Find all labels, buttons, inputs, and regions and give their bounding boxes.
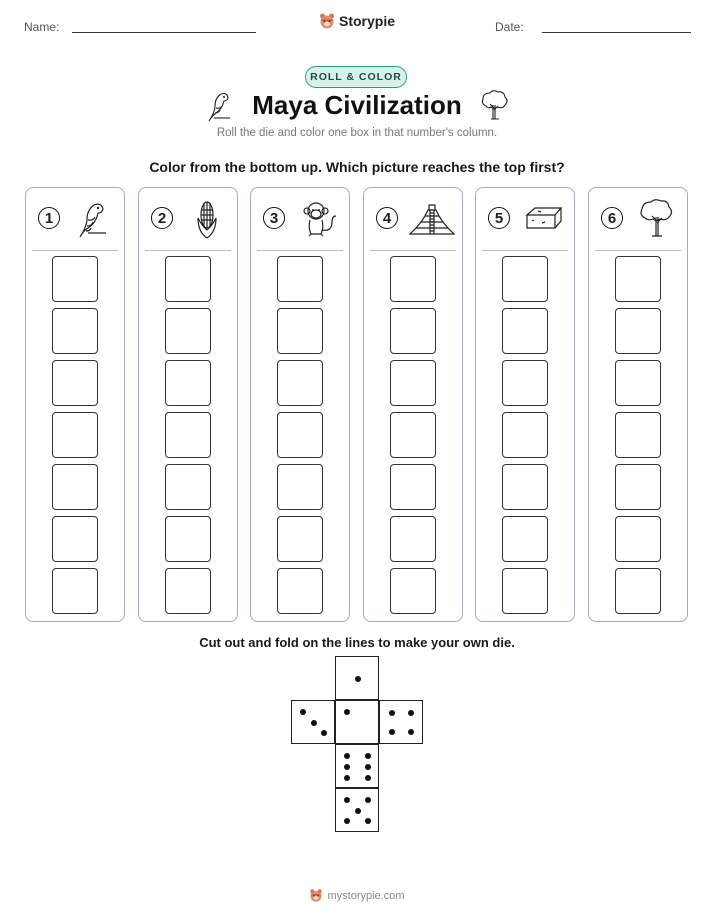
- color-box[interactable]: [615, 568, 661, 614]
- color-box[interactable]: [502, 412, 548, 458]
- color-box[interactable]: [277, 412, 323, 458]
- color-box[interactable]: [390, 360, 436, 406]
- color-box[interactable]: [52, 464, 98, 510]
- die-face-1: [335, 700, 379, 744]
- die-pip: [408, 729, 414, 735]
- die-pip: [408, 710, 414, 716]
- color-box[interactable]: [277, 516, 323, 562]
- die-pip: [365, 775, 371, 781]
- die-face-3: [291, 700, 335, 744]
- column-3: [250, 187, 350, 622]
- color-box[interactable]: [277, 360, 323, 406]
- color-box[interactable]: [390, 308, 436, 354]
- color-box[interactable]: [165, 568, 211, 614]
- color-box[interactable]: [615, 464, 661, 510]
- column-divider: [145, 250, 231, 251]
- color-box[interactable]: [165, 256, 211, 302]
- color-box[interactable]: [502, 256, 548, 302]
- brand-logo: [0, 12, 714, 33]
- die-pip: [389, 710, 395, 716]
- column-divider: [482, 250, 568, 251]
- pyramid-icon: [408, 198, 456, 240]
- color-box[interactable]: [52, 360, 98, 406]
- column-5: [475, 187, 575, 622]
- subtitle: Roll the die and color one box in that number's column.: [216, 127, 498, 139]
- column-number: 6: [601, 207, 623, 229]
- die-pip: [344, 764, 350, 770]
- die-pip: [365, 818, 371, 824]
- color-box[interactable]: [165, 412, 211, 458]
- color-box[interactable]: [165, 308, 211, 354]
- die-face-4: [379, 700, 423, 744]
- color-box[interactable]: [52, 568, 98, 614]
- color-box[interactable]: [502, 464, 548, 510]
- monkey-icon: [299, 198, 339, 240]
- column-number: 3: [263, 207, 285, 229]
- color-box[interactable]: [165, 464, 211, 510]
- color-box[interactable]: [615, 308, 661, 354]
- die-pip: [365, 753, 371, 759]
- die-pip: [365, 797, 371, 803]
- die-pip: [311, 720, 317, 726]
- tree-icon: [478, 88, 510, 124]
- die-pip: [321, 730, 327, 736]
- footer-url[interactable]: mystorypie.com: [327, 889, 405, 902]
- color-box[interactable]: [615, 360, 661, 406]
- column-divider: [595, 250, 681, 251]
- color-box[interactable]: [277, 256, 323, 302]
- name-label: Name:: [24, 20, 60, 34]
- color-box[interactable]: [277, 568, 323, 614]
- color-box[interactable]: [390, 464, 436, 510]
- instruction: Color from the bottom up. Which picture reaches the top first?: [149, 159, 565, 175]
- date-label: Date:: [495, 20, 524, 34]
- column-divider: [370, 250, 456, 251]
- die-pip: [344, 775, 350, 781]
- color-box[interactable]: [502, 516, 548, 562]
- die-face-6: [335, 744, 379, 788]
- color-box[interactable]: [165, 516, 211, 562]
- column-divider: [257, 250, 343, 251]
- die-pip: [344, 709, 350, 715]
- color-box[interactable]: [390, 516, 436, 562]
- color-box[interactable]: [390, 412, 436, 458]
- color-box[interactable]: [277, 308, 323, 354]
- column-6: [588, 187, 688, 622]
- die-pip: [344, 818, 350, 824]
- column-1: [25, 187, 125, 622]
- column-2: [138, 187, 238, 622]
- bear-logo-icon: [319, 12, 335, 30]
- footer: [0, 888, 714, 906]
- activity-tag: ROLL & COLOR: [305, 66, 407, 88]
- color-box[interactable]: [615, 256, 661, 302]
- color-box[interactable]: [165, 360, 211, 406]
- color-box[interactable]: [52, 516, 98, 562]
- column-number: 5: [488, 207, 510, 229]
- corn-icon: [187, 198, 227, 240]
- parrot-icon: [74, 198, 114, 240]
- die-pip: [300, 709, 306, 715]
- die-pip: [355, 676, 361, 682]
- column-number: 1: [38, 207, 60, 229]
- color-box[interactable]: [615, 412, 661, 458]
- tree-icon: [637, 198, 677, 240]
- brand-name: Storypie: [338, 13, 395, 29]
- die-face-1: [335, 656, 379, 700]
- color-box[interactable]: [390, 568, 436, 614]
- die-pip: [344, 797, 350, 803]
- column-4: [363, 187, 463, 622]
- color-box[interactable]: [390, 256, 436, 302]
- die-pip: [344, 753, 350, 759]
- die-pip: [389, 729, 395, 735]
- die-face-5: [335, 788, 379, 832]
- color-box[interactable]: [52, 412, 98, 458]
- color-box[interactable]: [52, 256, 98, 302]
- column-number: 2: [151, 207, 173, 229]
- color-box[interactable]: [502, 308, 548, 354]
- color-box[interactable]: [615, 516, 661, 562]
- page-title: Maya Civilization: [252, 90, 462, 120]
- bear-logo-icon: [309, 888, 323, 903]
- color-box[interactable]: [502, 568, 548, 614]
- color-box[interactable]: [52, 308, 98, 354]
- cut-instruction: Cut out and fold on the lines to make your own die.: [199, 635, 515, 650]
- die-pip: [355, 808, 361, 814]
- color-box[interactable]: [277, 464, 323, 510]
- die-pip: [365, 764, 371, 770]
- date-line[interactable]: [542, 32, 691, 33]
- color-box[interactable]: [502, 360, 548, 406]
- stone-block-icon: [524, 198, 564, 240]
- column-divider: [32, 250, 118, 251]
- column-number: 4: [376, 207, 398, 229]
